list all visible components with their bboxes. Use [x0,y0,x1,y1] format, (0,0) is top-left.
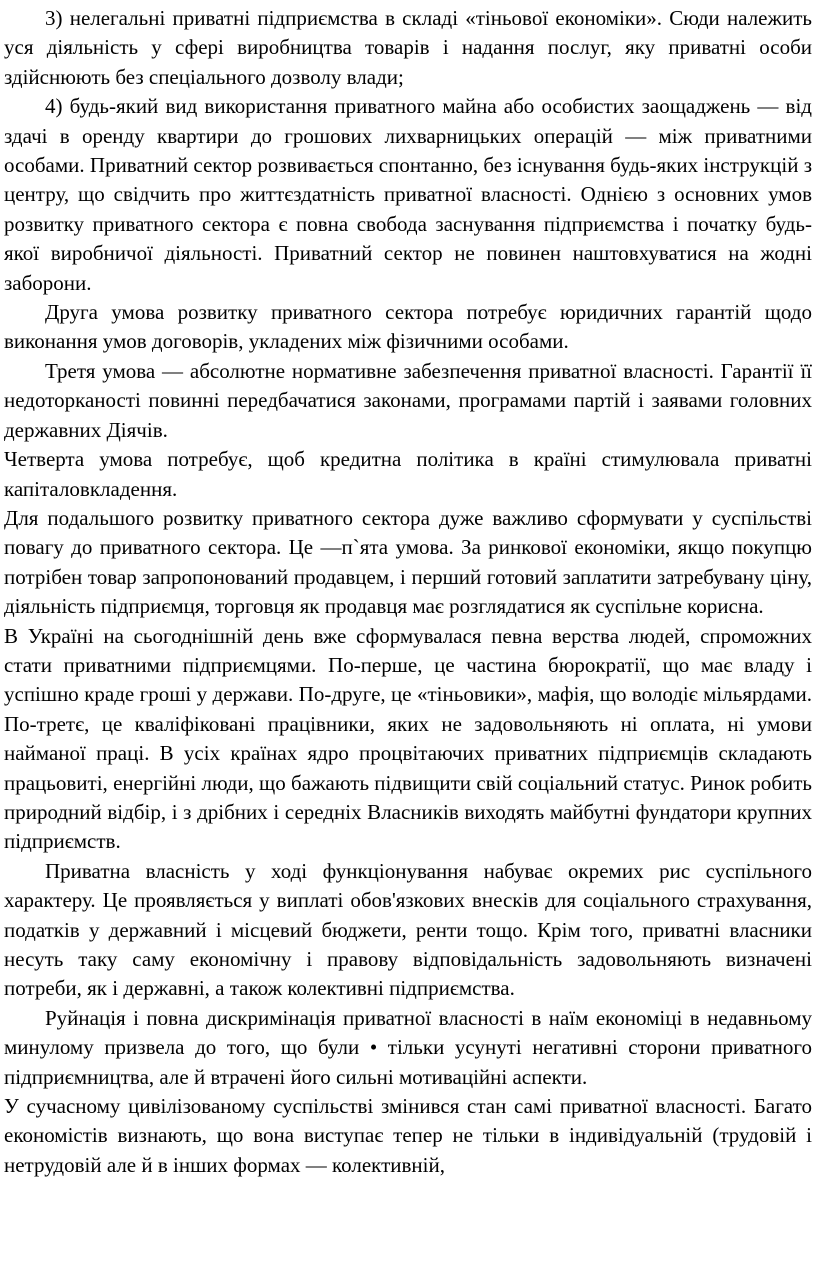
paragraph-modern-society: У сучасному цивілізованому суспільстві змінився стан самі приватної власності. Багато економістів визнають, що вона виступає тепер не тільки в індивідуальній (трудовій і нетрудовій але й в інших формах — колективній, [4,1094,812,1177]
paragraph-private-property-use: 4) будь-який вид використання приватного майна або особистих заощаджень — від здачі в оренду квартири до грошових лихварницьких операцій — між приватними особами. Приватний сектор розвивається спонтанно, без існування будь-яких інструкцій з центру, що свідчить про життєздатність приватної власності. Однією з основних умов розвитку приватного сектора є повна свобода заснування підприємства і початку будь-якої виробничої діяльності. Приватний сектор не повинен наштовхуватися на жодні заборони. [4,94,812,295]
paragraph-discrimination: Руйнація і повна дискримінація приватної власності в наїм економіці в недавньому минулому призвела до того, що були • тільки усунуті негативні сторони приватного підприємництва, але й втрачені його сильні мотиваційні аспекти. [4,1005,812,1089]
paragraph-fifth-condition: Для подальшого розвитку приватного сектора дуже важливо сформувати у суспільстві повагу до приватного сектора. Це —п`ята умова. За ринкової економіки, якщо покупцю потрібен товар запропонований продавцем, і перший готовий заплатити затребувану ціну, діяльність підприємця, торговця як продавця має розглядатися як суспільне корисна. [4,505,812,619]
paragraph-ukraine-entrepreneurs: В Україні на сьогоднішній день вже сформувалася певна верства людей, спроможних стати приватними підприємцями. По-перше, це частина бюрократії, що має владу і успішно краде гроші у держави. По-друге, це «тіньовики», мафія, що володіє мільярдами. По-третє, це кваліфіковані працівники, яких не задовольняють ні оплата, ні умови найманої праці. В усіх країнах ядро процвітаючих приватних підприємців складають працьовиті, енергійні люди, що бажають підвищити свій соціальний статус. Ринок робить природний відбір, і з дрібних і середніх Власників виходять майбутні фундатори крупних підприємств. [4,623,812,854]
paragraph-illegal-enterprises: 3) нелегальні приватні підприємства в складі «тіньової економіки». Сюди належить уся діяльність у сфері виробництва товарів і надання послуг, яку приватні особи здійснюють без спеціального дозволу влади; [4,6,812,89]
paragraph-fourth-condition: Четверта умова потребує, щоб кредитна політика в країні стимулювала приватні капіталовкладення. [4,447,812,501]
paragraph-third-condition: Третя умова — абсолютне нормативне забезпечення приватної власності. Гарантії її недоторканості повинні передбачатися законами, програмами партій і заявами головних державних Діячів. [4,358,812,442]
paragraph-social-character: Приватна власність у ході функціонування набуває окремих рис суспільного характеру. Це проявляється у виплаті обов'язкових внесків для соціального страхування, податків у державний і місцевий бюджети, ренти тощо. Крім того, приватні власники несуть таку саму економічну і правову відповідальність задовольняють визначені потреби, як і державні, а також колективні підприємства. [4,858,812,1001]
paragraph-second-condition: Друга умова розвитку приватного сектора потребує юридичних гарантій щодо виконання умов договорів, укладених між фізичними особами. [4,300,812,354]
